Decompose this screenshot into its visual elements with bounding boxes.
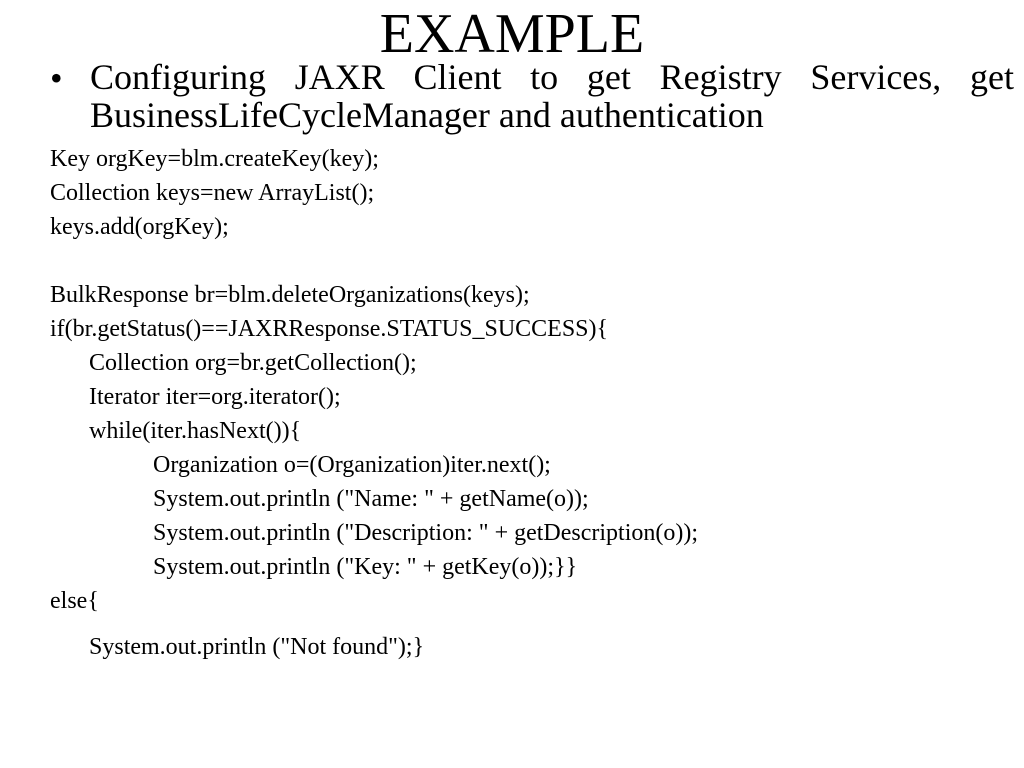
code-line-6: if(br.getStatus()==JAXRResponse.STATUS_SUCCESS){: [50, 316, 609, 342]
code-line-3: keys.add(orgKey);: [50, 214, 229, 240]
code-line-14: else{: [50, 588, 99, 614]
code-line-8: Iterator iter=org.iterator();: [89, 384, 341, 410]
code-line-11: System.out.println ("Name: " + getName(o));: [153, 486, 589, 512]
code-line-5: BulkResponse br=blm.deleteOrganizations(keys);: [50, 282, 530, 308]
code-line-15: System.out.println ("Not found");}: [89, 634, 425, 660]
code-block: [50, 142, 1010, 664]
code-line-13: System.out.println ("Key: " + getKey(o));}}: [153, 554, 578, 580]
code-line-12: System.out.println ("Description: " + getDescription(o));: [153, 520, 699, 546]
code-line-7: Collection org=br.getCollection();: [89, 350, 417, 376]
code-line-10: Organization o=(Organization)iter.next();: [153, 452, 551, 478]
bullet-marker: •: [50, 58, 63, 98]
bullet-text: Configuring JAXR Client to get Registry Services, get BusinessLifeCycleManager and authentication: [90, 57, 1014, 135]
code-line-9: while(iter.hasNext()){: [89, 418, 302, 444]
code-line-2: Collection keys=new ArrayList();: [50, 180, 375, 206]
code-line-1: Key orgKey=blm.createKey(key);: [50, 146, 379, 172]
code-line-blank: [50, 244, 1010, 278]
bullet-item: [50, 58, 1014, 134]
slide-title: EXAMPLE: [379, 3, 645, 65]
